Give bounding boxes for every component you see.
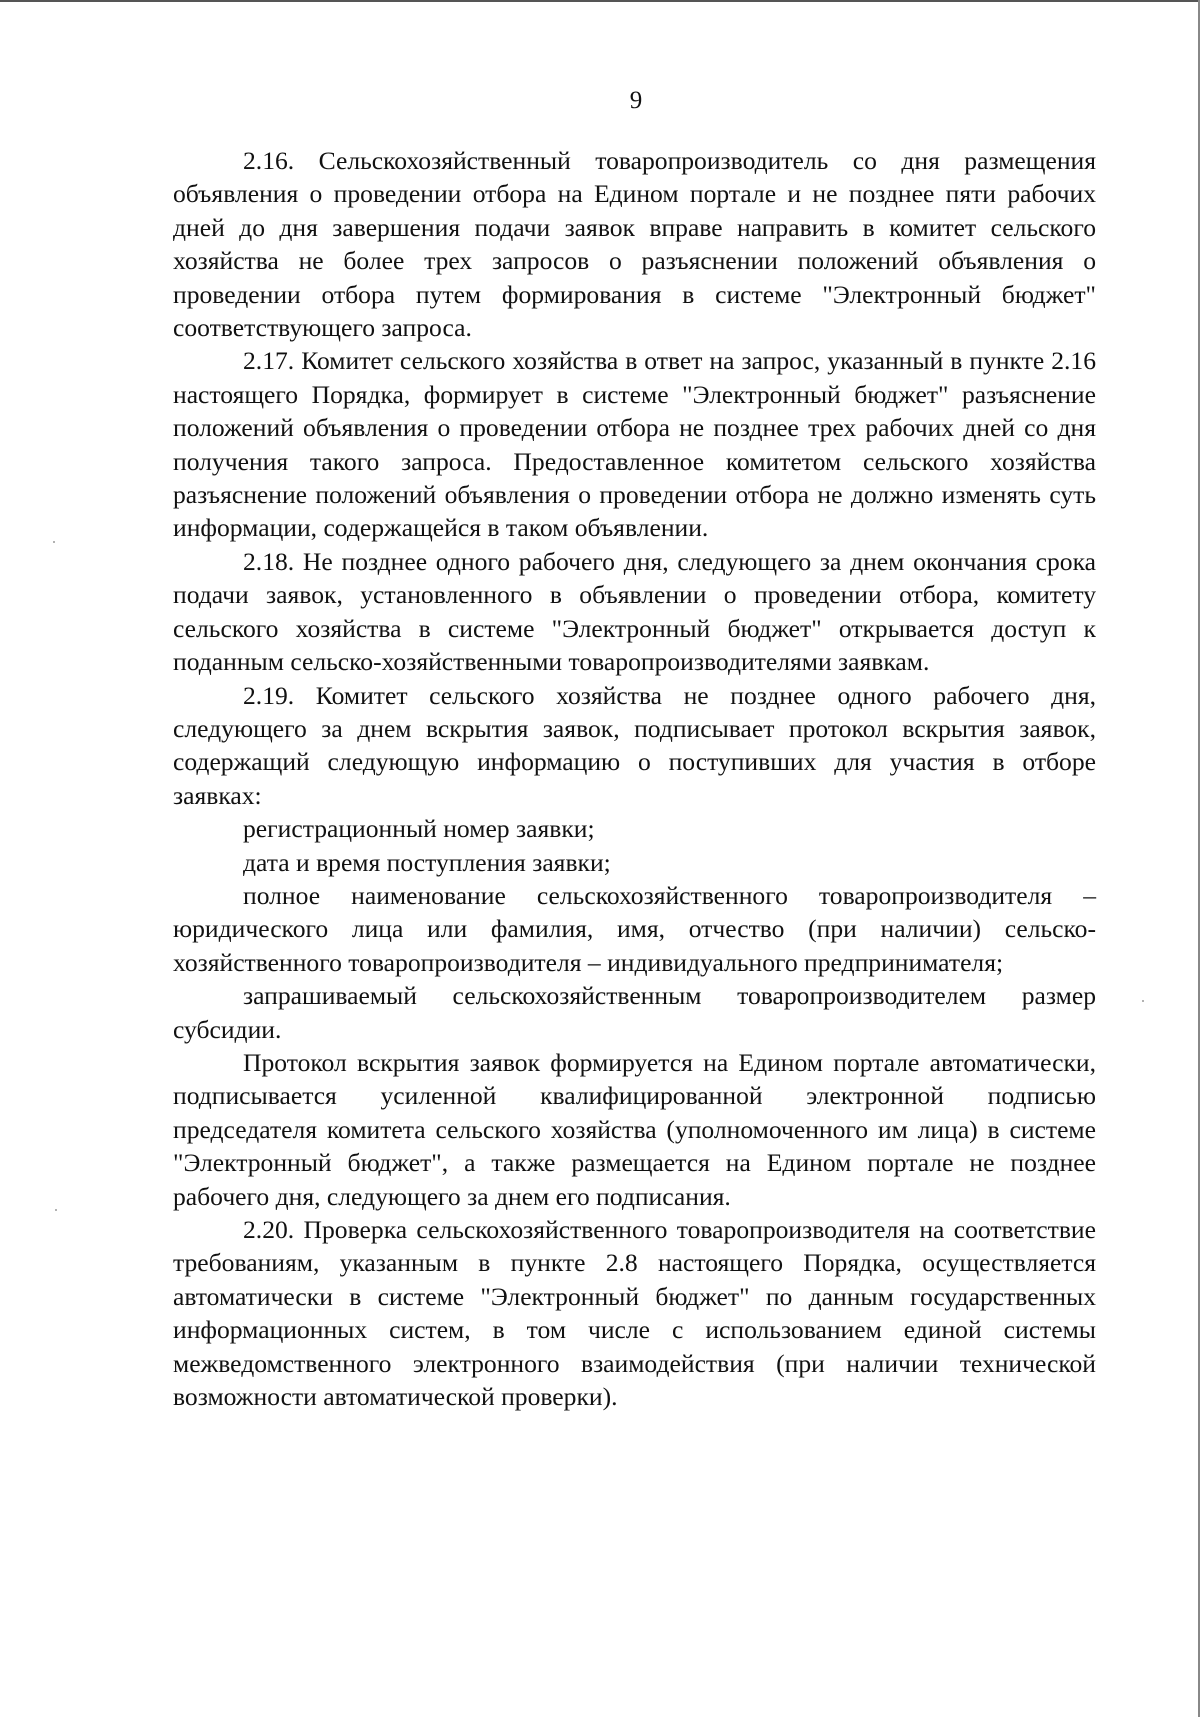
list-item-subsidy-amount: запрашиваемый сельскохозяйственным товаропроизводителем размер субсидии. bbox=[173, 981, 1096, 1044]
list-item-full-name: полное наименование сельскохозяйственного товаропроизводителя – юридического лица или фамилия, имя, отчество (при наличии) сельско-хозяйственного товаропроизводителя – индивидуального предпринимателя; bbox=[173, 880, 1096, 977]
paragraph-2-18: 2.18. Не позднее одного рабочего дня, следующего за днем окончания срока подачи заявок, установленного в объявлении о проведении отбора, комитету сельского хозяйства в системе "Электронный бюджет" открывается доступ к поданным сельско-хозяйственными товаропроизводителями заявкам. bbox=[173, 546, 1096, 677]
paragraph-2-20: 2.20. Проверка сельскохозяйственного товаропроизводителя на соответствие требованиям, указанным в пункте 2.8 настоящего Порядка, осуществляется автоматически в системе "Электронный бюджет" по данным государственных информационных систем, в том числе с использованием единой системы межведомственного электронного взаимодействия (при наличии технической возможности автоматической проверки). bbox=[173, 1215, 1096, 1412]
document-body bbox=[173, 144, 1096, 1413]
scan-speck bbox=[55, 1209, 57, 1211]
paragraph-2-17: 2.17. Комитет сельского хозяйства в ответ на запрос, указанный в пункте 2.16 настоящего Порядка, формирует в системе "Электронный бюджет" разъяснение положений объявления о проведении отбора не позднее трех рабочих дней со дня получения такого запроса. Предоставленное комитетом сельского хозяйства разъяснение положений объявления о проведении отбора не должно изменять суть информации, содержащейся в таком объявлении. bbox=[173, 346, 1096, 543]
scan-speck bbox=[1142, 1000, 1144, 1002]
scan-speck bbox=[53, 541, 55, 543]
list-item-date-time: дата и время поступления заявки; bbox=[243, 847, 611, 877]
paragraph-2-16: 2.16. Сельскохозяйственный товаропроизводитель со дня размещения объявления о проведении отбора на Едином портале и не позднее пяти рабочих дней до дня завершения подачи заявок вправе направить в комитет сельского хозяйства не более трех запросов о разъяснении положений объявления о проведении отбора путем формирования в системе "Электронный бюджет" соответствующего запроса. bbox=[173, 146, 1096, 343]
paragraph-protocol: Протокол вскрытия заявок формируется на Едином портале автоматически, подписывается усиленной квалифицированной электронной подписью председателя комитета сельского хозяйства (уполномоченного им лица) в системе "Электронный бюджет", а также размещается на Едином портале не позднее рабочего дня, следующего за днем его подписания. bbox=[173, 1047, 1096, 1211]
list-item-registration-number: регистрационный номер заявки; bbox=[243, 814, 595, 844]
paragraph-2-19: 2.19. Комитет сельского хозяйства не позднее одного рабочего дня, следующего за днем вскрытия заявок, подписывает протокол вскрытия заявок, содержащий следующую информацию о поступивших для участия в отборе заявках: bbox=[173, 680, 1096, 810]
scan-border-top bbox=[0, 0, 1200, 2]
page-number: 9 bbox=[629, 87, 643, 114]
